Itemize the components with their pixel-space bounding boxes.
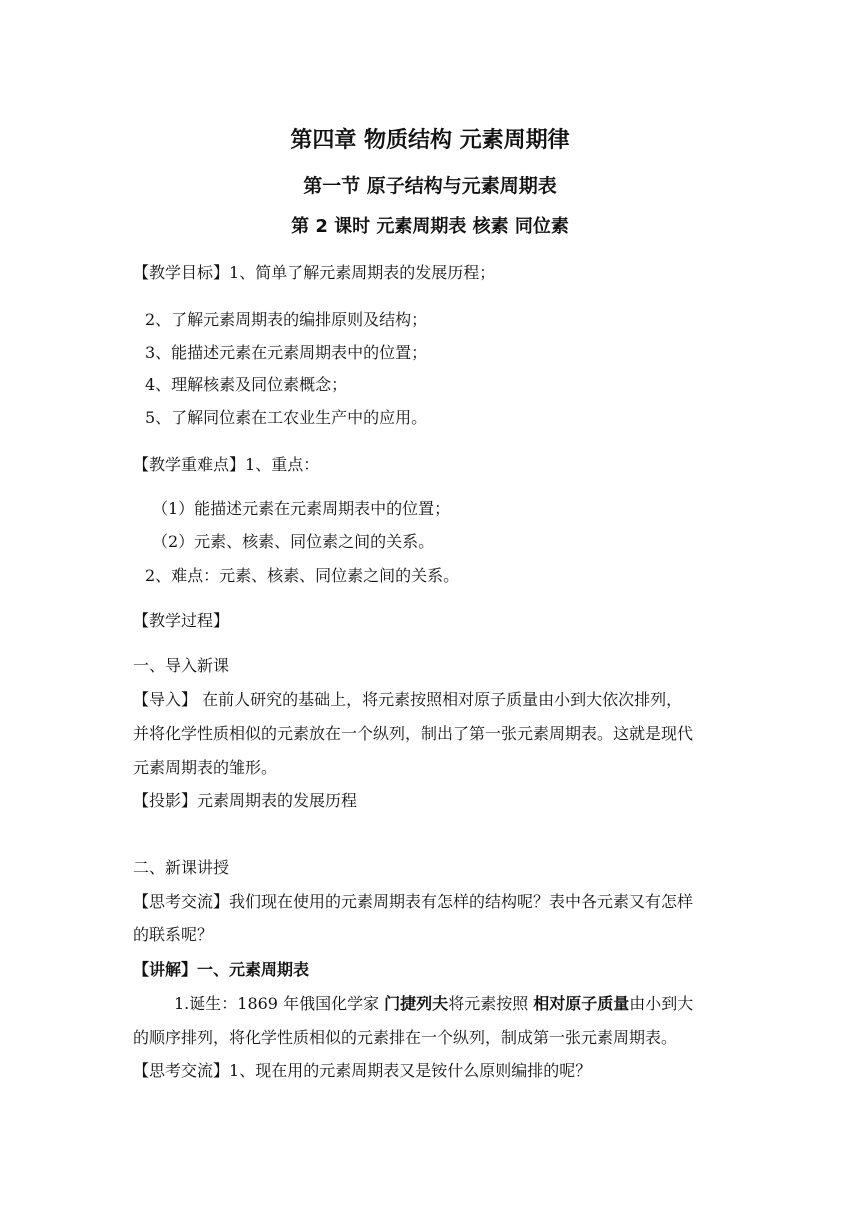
key-point-sub-1: （1）能描述元素在元素周期表中的位置； [152,499,451,518]
key-point-focus: 1、重点： [245,455,320,474]
birth-mid: 将元素按照 [448,994,534,1013]
birth-line-2: 的顺序排列，将化学性质相似的元素排在一个纵列，制成第一张元素周期表。 [133,1028,678,1047]
process-label: 【教学过程】 [133,611,230,630]
think2-label: 【思考交流】 [133,1061,230,1080]
think2-line [133,1060,591,1082]
part2-heading: 二、新课讲授 [133,858,230,877]
section-title: 第一节 原子结构与元素周期表 [303,175,557,197]
chapter-title: 第四章 物质结构 元素周期律 [290,128,570,153]
birth-person: 门捷列夫 [384,994,449,1013]
part1-heading: 一、导入新课 [133,656,230,675]
explain-heading: 一、元素周期表 [197,960,310,979]
lesson-title: 第 2 课时 元素周期表 核素 同位素 [291,216,569,237]
projection-label: 【投影】 [133,791,198,810]
objective-item-3: 3、能描述元素在元素周期表中的位置； [145,343,428,362]
intro-text-1: 在前人研究的基础上，将元素按照相对原子质量由小到大依次排列， [197,690,683,709]
objective-item-4: 4、理解核素及同位素概念； [145,375,348,394]
objectives-label: 【教学目标】 [133,263,230,282]
think2-text: 1、现在用的元素周期表又是铵什么原则编排的呢？ [229,1061,592,1080]
think-line-1 [133,891,693,913]
explain-line [133,959,309,981]
intro-line-3: 元素周期表的雏形。 [133,758,278,777]
key-points-label: 【教学重难点】 [133,455,246,474]
key-point-difficult: 2、难点：元素、核素、同位素之间的关系。 [145,566,460,585]
think-line-2: 的联系呢？ [133,925,214,944]
think-label: 【思考交流】 [133,892,230,911]
objective-item-5: 5、了解同位素在工农业生产中的应用。 [145,408,428,427]
intro-line-1 [133,689,682,711]
intro-line-2: 并将化学性质相似的元素放在一个纵列，制出了第一张元素周期表。这就是现代 [133,724,694,743]
objective-item-1: 1、简单了解元素周期表的发展历程； [229,263,496,282]
think-text-1: 我们现在使用的元素周期表有怎样的结构呢？表中各元素又有怎样 [229,892,694,911]
birth-suffix: 由小到大 [629,994,694,1013]
projection-text: 元素周期表的发展历程 [197,791,358,810]
birth-prefix: 1.诞生：1869 年俄国化学家 [174,994,385,1013]
birth-key: 相对原子质量 [533,994,630,1013]
projection-line [133,790,357,812]
objective-item-2: 2、了解元素周期表的编排原则及结构； [145,310,428,329]
objectives-line [133,262,495,284]
intro-label: 【导入】 [133,690,198,709]
explain-label: 【讲解】 [133,960,198,979]
key-points-line [133,454,319,476]
key-point-sub-2: （2）元素、核素、同位素之间的关系。 [152,532,435,551]
birth-line-1 [174,993,693,1015]
